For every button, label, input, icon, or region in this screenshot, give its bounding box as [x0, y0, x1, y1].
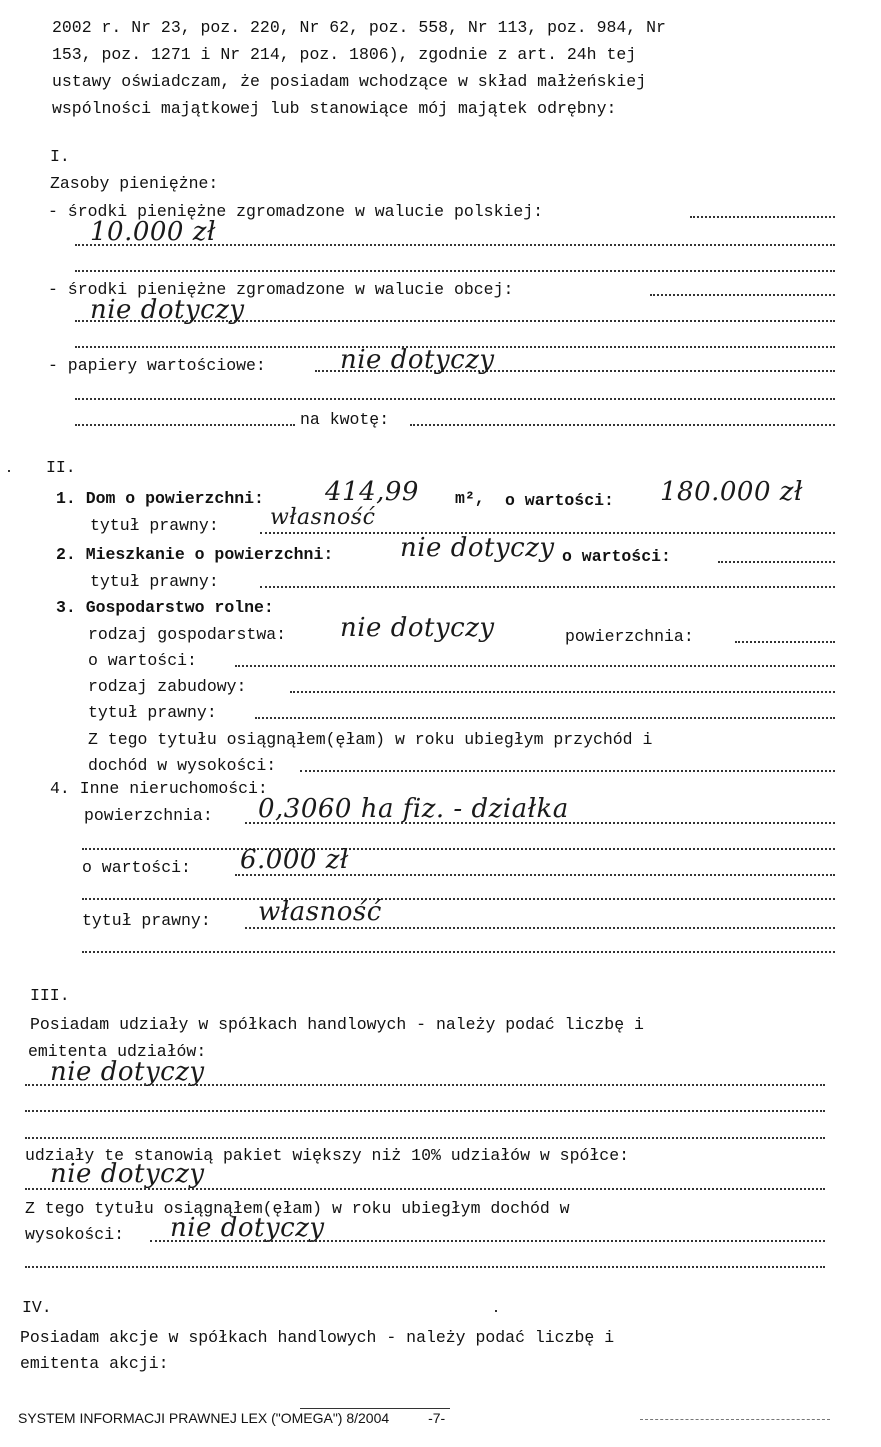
footer [18, 1410, 445, 1426]
other-property-label: 4. Inne nieruchomości: [50, 779, 268, 798]
flat-title-label: tytuł prawny: [90, 572, 219, 591]
scan-speck [495, 1310, 497, 1312]
house-value-label: o wartości: [505, 491, 614, 510]
farm-title-label: tytuł prawny: [88, 703, 217, 722]
intro-line-1: 2002 r. Nr 23, poz. 220, Nr 62, poz. 558, Nr 113, poz. 984, Nr [52, 18, 666, 37]
intro-line-2: 153, poz. 1271 i Nr 214, poz. 1806), zgodnie z art. 24h tej [52, 45, 637, 64]
other-title: własność [258, 897, 382, 927]
house-label: 1. Dom o powierzchni: [56, 489, 264, 508]
house-value: 180.000 zł [660, 477, 803, 507]
foreign-funds-fill [650, 294, 835, 296]
other-value-fill-2 [82, 898, 835, 900]
other-area-fill [245, 822, 835, 824]
farm-title-fill [255, 717, 835, 719]
other-title-fill-2 [82, 951, 835, 953]
other-title-label: tytuł prawny: [82, 911, 211, 930]
other-area-label: powierzchnia: [84, 806, 213, 825]
section-3-income-line-1: Z tego tytułu osiągnąłem(ęłam) w roku ubiegłym dochód w [25, 1199, 570, 1218]
shares-value: nie dotyczy [50, 1057, 205, 1087]
packet-fill [25, 1188, 825, 1190]
securities-value: nie dotyczy [340, 345, 495, 375]
other-title-fill [245, 927, 835, 929]
section-2-heading: II. [46, 458, 76, 477]
packet-value: nie dotyczy [50, 1159, 205, 1189]
section-3-income-line-2: wysokości: [25, 1225, 125, 1244]
section-3-income-fill [150, 1240, 825, 1242]
section-3-income-value: nie dotyczy [170, 1213, 325, 1243]
farm-area-fill [735, 641, 835, 643]
section-4-heading: IV. [22, 1298, 52, 1317]
pln-funds-label: - środki pieniężne zgromadzone w walucie polskiej: [48, 202, 544, 221]
other-area-fill-2 [82, 848, 835, 850]
section-1-title: Zasoby pieniężne: [50, 174, 219, 193]
footer-system: SYSTEM INFORMACJI PRAWNEJ LEX ("OMEGA") 8/2004 [18, 1410, 390, 1426]
section-1-heading: I. [50, 147, 70, 166]
foreign-funds-value: nie dotyczy [90, 295, 245, 325]
pln-funds-fill-3 [75, 270, 835, 272]
foreign-funds-label: - środki pieniężne zgromadzone w walucie obcej: [48, 280, 514, 299]
house-area: 414,99 [325, 477, 419, 507]
section-4-line-2: emitenta akcji: [20, 1354, 169, 1373]
other-value-label: o wartości: [82, 858, 191, 877]
flat-value-label: o wartości: [562, 547, 671, 566]
section-3-income-fill-2 [25, 1266, 825, 1268]
flat-label: 2. Mieszkanie o powierzchni: [56, 545, 334, 564]
farm-type-label: rodzaj gospodarstwa: [88, 625, 287, 644]
farm-income-fill [300, 770, 835, 772]
section-4-line-1: Posiadam akcje w spółkach handlowych - należy podać liczbę i [20, 1328, 615, 1347]
footer-page-number: -7- [428, 1410, 446, 1426]
flat-area: nie dotyczy [400, 533, 555, 563]
section-3-line-2: emitenta udziałów: [28, 1042, 207, 1061]
shares-fill-3 [25, 1137, 825, 1139]
section-3-heading: III. [30, 986, 70, 1005]
scan-speck [8, 470, 10, 472]
farm-income-line-1: Z tego tytułu osiągnąłem(ęłam) w roku ubiegłym przychód i [88, 730, 653, 749]
other-value: 6.000 zł [240, 845, 349, 875]
packet-label: udziały te stanowią pakiet większy niż 10% udziałów w spółce: [25, 1146, 629, 1165]
farm-income-line-2: dochód w wysokości: [88, 756, 277, 775]
intro-line-4: wspólności majątkowej lub stanowiące mój majątek odrębny: [52, 99, 617, 118]
house-title: własność [270, 505, 376, 530]
pln-funds-value: 10.000 zł [90, 217, 216, 247]
farm-area-label: powierzchnia: [565, 627, 694, 646]
house-title-label: tytuł prawny: [90, 516, 219, 535]
securities-fill-2 [75, 398, 835, 400]
flat-title-fill [260, 586, 835, 588]
intro-line-3: ustawy oświadczam, że posiadam wchodzące w skład małżeńskiej [52, 72, 647, 91]
footer-rule [300, 1408, 450, 1409]
amount-label: na kwotę: [300, 410, 390, 429]
other-area: 0,3060 ha fiz. - działka [258, 794, 569, 824]
shares-fill-1 [25, 1084, 825, 1086]
section-3-line-1: Posiadam udziały w spółkach handlowych - należy podać liczbę i [30, 1015, 644, 1034]
pln-funds-fill [690, 216, 835, 218]
shares-fill-2 [25, 1110, 825, 1112]
other-value-fill [235, 874, 835, 876]
footer-fill [640, 1419, 830, 1420]
flat-value-fill [718, 561, 835, 563]
farm-value-label: o wartości: [88, 651, 197, 670]
house-unit: m², [455, 489, 485, 508]
amount-fill-left [75, 424, 295, 426]
farm-label: 3. Gospodarstwo rolne: [56, 598, 274, 617]
amount-fill [410, 424, 835, 426]
farm-building-fill [290, 691, 835, 693]
farm-value-fill [235, 665, 835, 667]
farm-type: nie dotyczy [340, 613, 495, 643]
farm-building-label: rodzaj zabudowy: [88, 677, 247, 696]
securities-label: - papiery wartościowe: [48, 356, 266, 375]
